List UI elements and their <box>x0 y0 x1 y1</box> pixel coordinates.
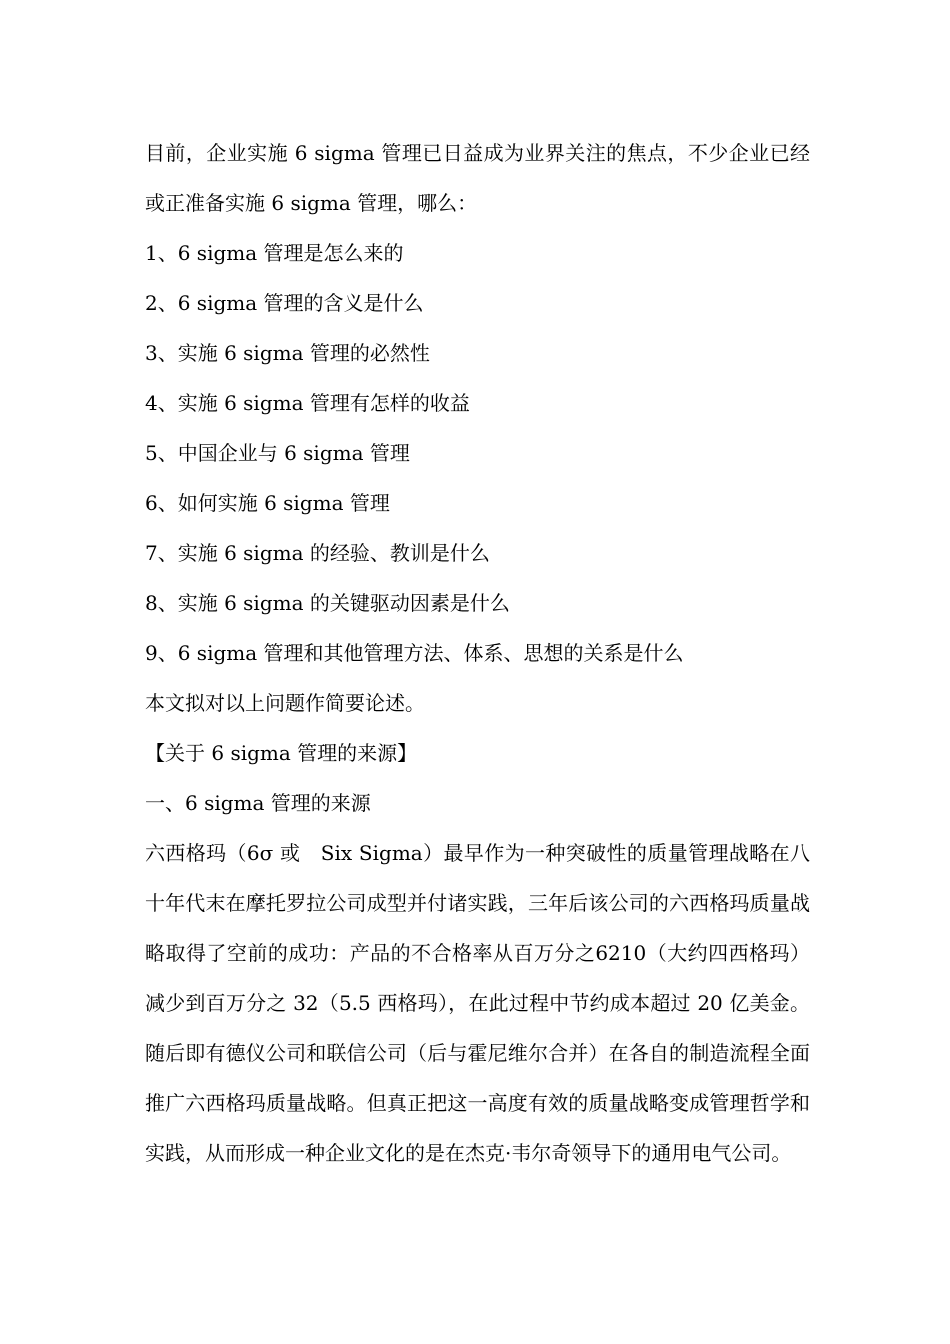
question-list <box>145 228 810 678</box>
subsection-heading: 一、6 sigma 管理的来源 <box>145 791 371 815</box>
document-body <box>145 128 810 1178</box>
question-item-3: 3、实施 6 sigma 管理的必然性 <box>145 341 430 365</box>
question-item-9: 9、6 sigma 管理和其他管理方法、体系、思想的关系是什么 <box>145 641 684 665</box>
question-item-1: 1、6 sigma 管理是怎么来的 <box>145 241 404 265</box>
section-heading: 【关于 6 sigma 管理的来源】 <box>145 741 418 765</box>
question-item-2: 2、6 sigma 管理的含义是什么 <box>145 291 424 315</box>
body-paragraph: 六西格玛（6σ 或 Six Sigma）最早作为一种突破性的质量管理战略在八十年代末在摩托罗拉公司成型并付诸实践，三年后该公司的六西格玛质量战略取得了空前的成功：产品的不合格率从百万分之6210（大约四西格玛）减少到百万分之 32（5.5 西格玛），在此过程中节约成本超过 20 亿美金。随后即有德仪公司和联信公司（后与霍尼维尔合并）在各自的制造流程全面推广六西格玛质量战略。但真正把这一高度有效的质量战略变成管理哲学和实践，从而形成一种企业文化的是在杰克·韦尔奇领导下的通用电气公司。 <box>145 841 810 1165</box>
summary-line: 本文拟对以上问题作简要论述。 <box>145 691 425 715</box>
question-item-5: 5、中国企业与 6 sigma 管理 <box>145 441 410 465</box>
question-item-7: 7、实施 6 sigma 的经验、教训是什么 <box>145 541 490 565</box>
question-item-4: 4、实施 6 sigma 管理有怎样的收益 <box>145 391 470 415</box>
question-item-6: 6、如何实施 6 sigma 管理 <box>145 491 390 515</box>
question-item-8: 8、实施 6 sigma 的关键驱动因素是什么 <box>145 591 510 615</box>
intro-paragraph: 目前，企业实施 6 sigma 管理已日益成为业界关注的焦点，不少企业已经或正准备实施 6 sigma 管理，哪么： <box>145 141 810 215</box>
